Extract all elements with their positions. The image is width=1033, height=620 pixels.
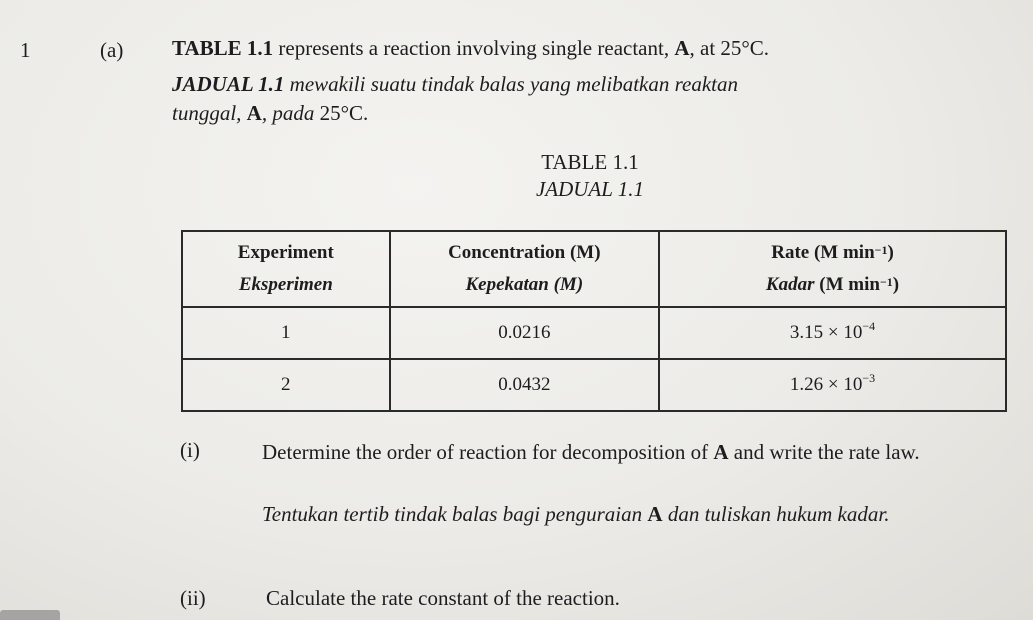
intro-english-temp: , at 25°C. [689, 36, 770, 60]
intro-malay-text2: tunggal, [172, 101, 247, 125]
header-concentration [390, 231, 659, 307]
cell-concentration: 0.0432 [390, 359, 659, 411]
header-concentration-ms: Kepekatan (M) [465, 274, 584, 295]
cell-rate: $3.15 \times 10^{-4}$ [659, 307, 1006, 359]
reactant-symbol: A [674, 36, 690, 60]
reactant-symbol-malay: A [246, 101, 262, 125]
cell-experiment: 2 [182, 359, 390, 411]
cell-rate: $1.26 \times 10^{-3}$ [659, 359, 1006, 411]
header-experiment-en: Experiment [237, 242, 334, 263]
intro-malay-line1 [172, 72, 738, 97]
subquestion-i-english: Determine the order of reaction for decomposition of A and write the rate law. [262, 440, 920, 464]
subquestion-ii-english: Calculate the rate constant of the reaction. [266, 586, 620, 610]
header-experiment [182, 231, 390, 307]
cell-concentration: 0.0216 [390, 307, 659, 359]
table-reference-malay: JADUAL 1.1 [172, 72, 285, 96]
question-number: 1 [20, 38, 31, 62]
table-reference: TABLE 1.1 [172, 36, 274, 60]
intro-malay-temp: 25°C. [319, 101, 369, 125]
subquestion-i-malay: Tentukan tertib tindak balas bagi penguraian A dan tuliskan hukum kadar. [262, 502, 890, 526]
header-experiment-ms: Eksperimen [238, 274, 333, 295]
data-table [181, 230, 1007, 412]
header-concentration-en: Concentration (M) [448, 242, 601, 263]
cell-experiment: 1 [182, 307, 390, 359]
intro-english-text: represents a reaction involving single reactant, [273, 36, 675, 60]
intro-english [172, 36, 769, 61]
table-row [182, 359, 1006, 411]
question-part-label: (a) [100, 38, 124, 62]
subquestion-ii-label: (ii) [180, 586, 206, 610]
table-title-english: TABLE 1.1 [541, 150, 639, 174]
intro-malay-line2 [172, 101, 368, 126]
intro-malay-text3: , pada [261, 101, 320, 125]
header-rate [659, 231, 1006, 307]
table-title-malay: JADUAL 1.1 [535, 177, 645, 201]
header-rate-ms: Kadar (M $\min^{-1}$) [765, 274, 900, 295]
header-rate-en: Rate (M $\min^{-1}$) [771, 242, 894, 263]
subquestion-i-label: (i) [180, 438, 200, 462]
intro-malay-text: mewakili suatu tindak balas yang melibatkan reaktan [284, 72, 738, 96]
table-header-row [182, 231, 1006, 307]
page-edge-shadow [0, 610, 60, 620]
table-row [182, 307, 1006, 359]
